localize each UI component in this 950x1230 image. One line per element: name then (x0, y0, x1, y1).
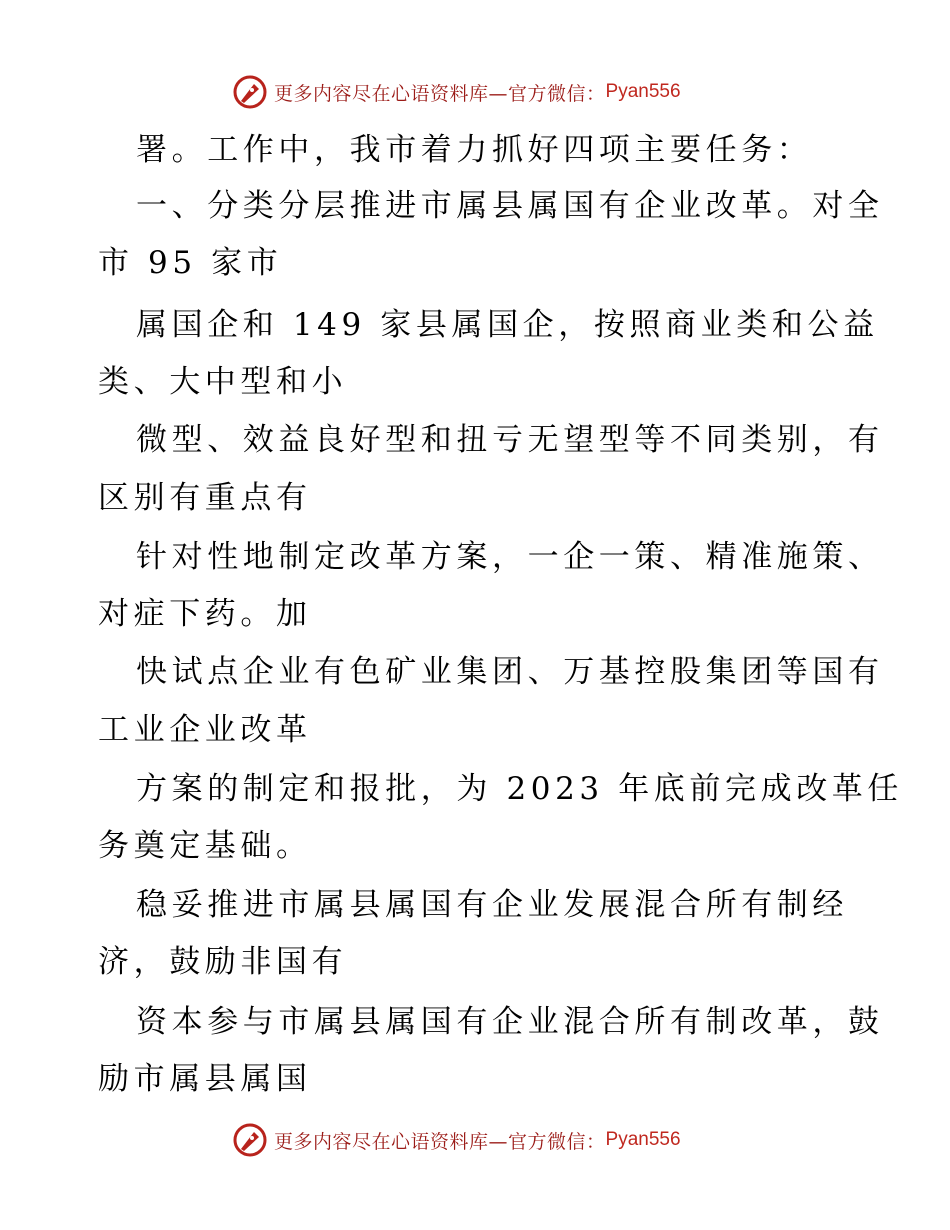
watermark-wechat-id: Pyan556 (605, 81, 681, 102)
text-line: 一、分类分层推进市属县属国有企业改革。对全 (136, 188, 884, 224)
footer-watermark (232, 1120, 681, 1160)
text-line: 属国企和 149 家县属国企，按照商业类和公益 (136, 307, 879, 343)
text-line: 稳妥推进市属县属国有企业发展混合所有制经 (136, 887, 848, 923)
text-line: 区别有重点有 (98, 480, 312, 516)
text-line: 针对性地制定改革方案，一企一策、精准施策、 (136, 539, 884, 575)
text-line: 署。工作中，我市着力抓好四项主要任务： (136, 132, 813, 168)
text-line: 微型、效益良好型和扭亏无望型等不同类别，有 (136, 422, 884, 458)
header-watermark (232, 72, 681, 112)
text-line: 对症下药。加 (98, 596, 312, 632)
text-line: 类、大中型和小 (98, 364, 348, 400)
text-line: 务奠定基础。 (98, 828, 312, 864)
text-line: 市 95 家市 (98, 245, 283, 281)
watermark-text: 更多内容尽在心语资料库—官方微信： (274, 82, 606, 105)
pen-nib-logo-icon (232, 1122, 268, 1158)
watermark-wechat-id: Pyan556 (605, 1129, 681, 1150)
watermark-text: 更多内容尽在心语资料库—官方微信： (274, 1130, 606, 1153)
text-line: 济，鼓励非国有 (98, 944, 348, 980)
text-line: 工业企业改革 (98, 712, 312, 748)
text-line: 方案的制定和报批，为 2023 年底前完成改革任 (136, 771, 903, 807)
text-line: 快试点企业有色矿业集团、万基控股集团等国有 (136, 654, 884, 690)
pen-nib-logo-icon (232, 74, 268, 110)
text-line: 励市属县属国 (98, 1061, 312, 1097)
text-line: 资本参与市属县属国有企业混合所有制改革，鼓 (136, 1004, 884, 1040)
